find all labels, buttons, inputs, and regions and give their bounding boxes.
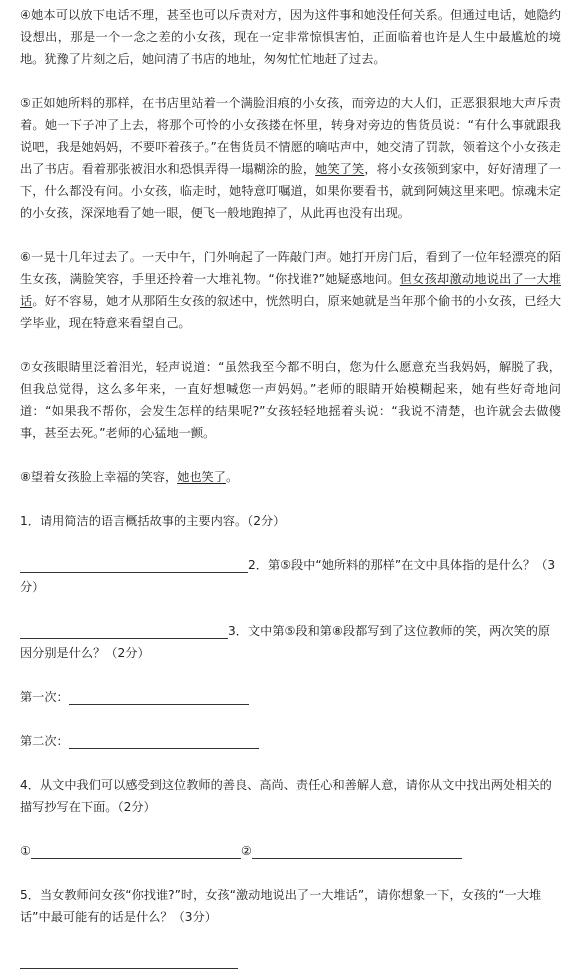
paragraph-6-text-a: ⑥一晃十几年过去了。一天中午，门外响起了一阵敲门声。她打开房门后，看到了一位年轻漂亮的陌生女孩，满脸笑容，手里还拎着一大堆礼物。“你找谁?”她疑惑地问。 bbox=[20, 250, 561, 286]
answer-3-first-blank[interactable] bbox=[69, 688, 249, 705]
paragraph-5-text-b: ，将小女孩领到家中，好好清理了一下，什么都没有问。小女孩，临走时，她特意叮嘱道，如果你要看书，就到阿姨这里来吧。惊魂未定的小女孩，深深地看了她一眼，便飞一般地跑掉了，从此再也没有出现。 bbox=[20, 162, 562, 220]
paragraph-6-text-b: 。好不容易，她才从那陌生女孩的叙述中，恍然明白，原来她就是当年那个偷书的小女孩，已经大学毕业，现在特意来看望自己。 bbox=[20, 294, 562, 330]
question-5: 5．当女教师问女孩“你找谁?”时，女孩“激动地说出了一大堆话”，请你想象一下，女孩的“一大堆话”中最可能有的话是什么？（3分） bbox=[20, 888, 542, 924]
answer-2-blank[interactable] bbox=[20, 622, 228, 639]
answer-1-blank[interactable] bbox=[20, 556, 248, 573]
question-4: 4．从文中我们可以感受到这位教师的善良、高尚、责任心和善解人意，请你从文中找出两处相关的描写抄写在下面。（2分） bbox=[20, 778, 552, 814]
answer-4-first-blank[interactable] bbox=[31, 842, 241, 859]
question-3-first-label: 第一次： bbox=[20, 690, 69, 704]
question-2: 2．第⑤段中“她所料的那样”在文中具体指的是什么？（3分） bbox=[20, 558, 556, 594]
question-3-second bbox=[20, 730, 561, 752]
question-4-answers bbox=[20, 840, 561, 862]
answer-5-line bbox=[20, 950, 561, 972]
paragraph-8 bbox=[20, 466, 561, 488]
question-2-line bbox=[20, 554, 561, 598]
question-3-second-label: 第二次： bbox=[20, 734, 69, 748]
paragraph-5-text-a: ⑤正如她所料的那样，在书店里站着一个满脸泪痕的小女孩，而旁边的大人们，正恶狠狠地大声斥责着。她一下子冲了上去，将那个可怜的小女孩搂在怀里，转身对旁边的售货员说：“有什么事就跟我说吧，我是她妈妈，不要吓着孩子。”在售货员不情愿的嘀咕声中，她交清了罚款，领着这个小女孩走出了书店。看着那张被泪水和恐惧弄得一塌糊涂的脸， bbox=[20, 96, 561, 176]
answer-4-second-blank[interactable] bbox=[252, 842, 462, 859]
answer-3-second-blank[interactable] bbox=[69, 732, 259, 749]
question-3: 3．文中第⑤段和第⑧段都写到了这位教师的笑，两次笑的原因分别是什么？（2分） bbox=[20, 624, 551, 660]
paragraph-5-underlined: 她笑了笑 bbox=[315, 162, 365, 176]
paragraph-8-text-a: ⑧望着女孩脸上幸福的笑容， bbox=[20, 470, 178, 484]
paragraph-4: ④她本可以放下电话不理，甚至也可以斥责对方，因为这件事和她没任何关系。但通过电话，她隐约设想出，那是一个一念之差的小女孩，现在一定非常惊惧害怕，正面临着也许是人生中最尴尬的境地。犹豫了片刻之后，她问清了书店的地址，匆匆忙忙地赶了过去。 bbox=[20, 8, 561, 66]
paragraph-8-underlined: 她也笑了 bbox=[177, 470, 226, 484]
question-3-line bbox=[20, 620, 561, 664]
paragraph-8-text-b: 。 bbox=[225, 470, 239, 484]
paragraph-5 bbox=[20, 92, 561, 224]
question-1: 1．请用简洁的语言概括故事的主要内容。（2分） bbox=[20, 514, 286, 528]
question-3-first bbox=[20, 686, 561, 708]
paragraph-7: ⑦女孩眼睛里泛着泪光，轻声说道：“虽然我至今都不明白，您为什么愿意充当我妈妈，解脱了我，但我总觉得，这么多年来，一直好想喊您一声妈妈。”老师的眼睛开始模糊起来，她有些好奇地问道：“如果我不帮你，会发生怎样的结果呢?”女孩轻轻地摇着头说：“我说不清楚，也许就会去做傻事，甚至去死。”老师的心猛地一颤。 bbox=[20, 360, 561, 440]
paragraph-6-underlined: 但女孩却激动地说出了一大堆话 bbox=[20, 272, 561, 308]
paragraph-6 bbox=[20, 246, 561, 334]
answer-5-blank[interactable] bbox=[20, 952, 238, 969]
question-4-mark-1: ① bbox=[20, 844, 31, 858]
question-4-mark-2: ② bbox=[240, 844, 252, 858]
